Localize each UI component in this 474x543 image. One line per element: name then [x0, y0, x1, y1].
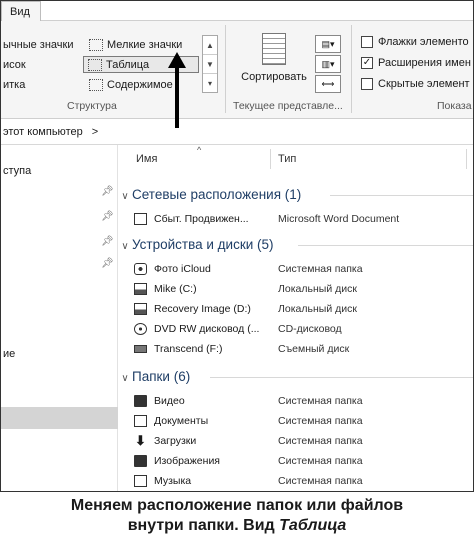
sort-icon — [262, 33, 286, 65]
video-folder-icon — [134, 395, 147, 407]
file-extensions-toggle[interactable] — [361, 54, 471, 72]
caption-line-1: Меняем расположение папок или файлов — [70, 497, 404, 514]
item-type: Системная папка — [278, 435, 363, 447]
list-item[interactable] — [118, 411, 474, 431]
group-title: Папки (6) — [132, 369, 191, 384]
item-type: Локальный диск — [278, 303, 357, 315]
item-name: Изображения — [154, 455, 220, 467]
address-bar[interactable] — [1, 119, 474, 145]
file-extensions-label: Расширения имен — [378, 57, 471, 69]
layout-small-icons-label: Мелкие значки — [107, 39, 183, 51]
group-title: Устройства и диски (5) — [132, 237, 274, 252]
chevron-right-icon[interactable]: > — [91, 126, 99, 138]
item-type: Системная папка — [278, 455, 363, 467]
group-by-button[interactable]: ▤▾ — [315, 35, 341, 53]
column-header-type[interactable]: Тип — [278, 153, 297, 165]
item-type: Системная папка — [278, 263, 363, 275]
address-path[interactable]: этот компьютер — [3, 126, 83, 138]
group-divider — [225, 25, 226, 113]
item-name: Фото iCloud — [154, 263, 211, 275]
list-item[interactable] — [118, 279, 474, 299]
small-icons-icon — [89, 39, 103, 51]
item-name: Видео — [154, 395, 185, 407]
list-item[interactable] — [118, 431, 474, 451]
expand-gallery-icon[interactable]: ▾ — [207, 79, 212, 88]
sort-label: Сортировать — [241, 71, 307, 83]
ribbon — [1, 21, 474, 119]
layout-content[interactable] — [85, 77, 173, 94]
pin-icon[interactable]: 📌︎ — [101, 186, 114, 197]
list-item[interactable] — [118, 391, 474, 411]
divider — [210, 377, 474, 378]
add-columns-button[interactable]: ▥▾ — [315, 55, 341, 73]
list-item[interactable] — [118, 319, 474, 339]
chevron-down-icon[interactable]: ∨ — [121, 241, 129, 252]
item-name: Сбыт. Продвижен... — [154, 213, 249, 225]
scroll-down-icon[interactable]: ▼ — [203, 55, 217, 74]
drive-icon — [134, 303, 147, 315]
tab-view[interactable]: Вид — [1, 1, 41, 22]
list-item[interactable] — [118, 471, 474, 491]
item-type: Системная папка — [278, 475, 363, 487]
divider — [330, 195, 474, 196]
scroll-up-icon[interactable]: ▲ — [203, 36, 217, 55]
item-name: Документы — [154, 415, 209, 427]
file-list — [118, 145, 474, 492]
nav-item-selected[interactable] — [1, 407, 118, 429]
pin-icon[interactable]: 📌︎ — [101, 236, 114, 247]
figure-caption — [0, 496, 474, 536]
divider — [298, 245, 474, 246]
column-divider[interactable] — [466, 149, 467, 169]
item-checkboxes-checkbox[interactable] — [361, 36, 373, 48]
sort-button[interactable] — [235, 33, 313, 93]
disc-icon — [134, 323, 147, 335]
ribbon-tab-bar — [1, 1, 474, 21]
item-type: Локальный диск — [278, 283, 357, 295]
group-header-folders[interactable] — [118, 367, 474, 387]
group-divider — [351, 25, 352, 113]
column-header-name[interactable]: Имя — [136, 153, 158, 165]
item-name: DVD RW дисковод (... — [154, 323, 260, 335]
pin-icon[interactable]: 📌︎ — [101, 211, 114, 222]
group-title: Сетевые расположения (1) — [132, 187, 302, 202]
usb-drive-icon — [134, 345, 147, 353]
camera-icon — [134, 263, 147, 275]
item-checkboxes-label: Флажки элементо — [378, 36, 469, 48]
current-view-group-label: Текущее представле... — [233, 100, 343, 112]
layout-details[interactable] — [83, 56, 199, 73]
drive-icon — [134, 283, 147, 295]
item-type: Системная папка — [278, 395, 363, 407]
pictures-folder-icon — [134, 455, 147, 467]
layout-small-icons[interactable] — [85, 37, 182, 54]
layout-group-label: Структура — [67, 100, 117, 112]
item-type: Системная папка — [278, 415, 363, 427]
pin-icon[interactable]: 📌︎ — [101, 258, 114, 269]
layout-gallery-scroll[interactable] — [202, 35, 218, 93]
chevron-down-icon[interactable]: ∨ — [121, 191, 129, 202]
documents-folder-icon — [134, 415, 147, 427]
layout-large-icons[interactable]: ычные значки — [3, 39, 74, 51]
list-item[interactable] — [118, 339, 474, 359]
item-type: Съемный диск — [278, 343, 350, 355]
list-item[interactable] — [118, 451, 474, 471]
hidden-items-checkbox[interactable] — [361, 78, 373, 90]
layout-content-label: Содержимое — [107, 79, 173, 91]
hidden-items-toggle[interactable] — [361, 75, 470, 93]
hidden-items-label: Скрытые элемент — [378, 78, 470, 90]
list-item[interactable] — [118, 259, 474, 279]
chevron-down-icon[interactable]: ∨ — [121, 373, 129, 384]
item-type: Microsoft Word Document — [278, 213, 400, 225]
group-header-devices[interactable] — [118, 235, 474, 255]
item-name: Mike (C:) — [154, 283, 197, 295]
layout-details-label: Таблица — [106, 59, 150, 71]
sort-caret-icon: ^ — [197, 145, 202, 155]
item-name: Загрузки — [154, 435, 197, 447]
item-name: Музыка — [154, 475, 192, 487]
caption-line-2-italic: Таблица — [279, 517, 347, 534]
details-icon — [88, 59, 102, 71]
navigation-pane — [1, 145, 118, 492]
caption-line-2 — [0, 516, 474, 536]
caption-line-2-text: внутри папки. Вид — [127, 517, 280, 534]
content-icon — [89, 79, 103, 91]
layout-tiles[interactable]: итка — [3, 79, 26, 91]
nav-item[interactable]: ие — [3, 348, 16, 360]
music-folder-icon — [134, 475, 147, 487]
layout-list[interactable]: исок — [3, 59, 26, 71]
word-doc-icon — [134, 213, 147, 225]
list-item[interactable] — [118, 209, 474, 229]
nav-item-quick-access[interactable]: ступа — [3, 165, 32, 177]
list-item[interactable] — [118, 299, 474, 319]
item-name: Transcend (F:) — [154, 343, 223, 355]
file-extensions-checkbox[interactable]: ✓ — [362, 57, 372, 68]
group-header-network[interactable] — [118, 185, 474, 205]
item-type: CD-дисковод — [278, 323, 342, 335]
download-icon: ⬇ — [135, 433, 146, 448]
size-columns-button[interactable]: ⟷ — [315, 75, 341, 93]
column-divider[interactable] — [270, 149, 271, 169]
show-hide-group-label: Показа — [437, 100, 472, 112]
item-name: Recovery Image (D:) — [154, 303, 251, 315]
item-checkboxes-toggle[interactable] — [361, 33, 469, 51]
